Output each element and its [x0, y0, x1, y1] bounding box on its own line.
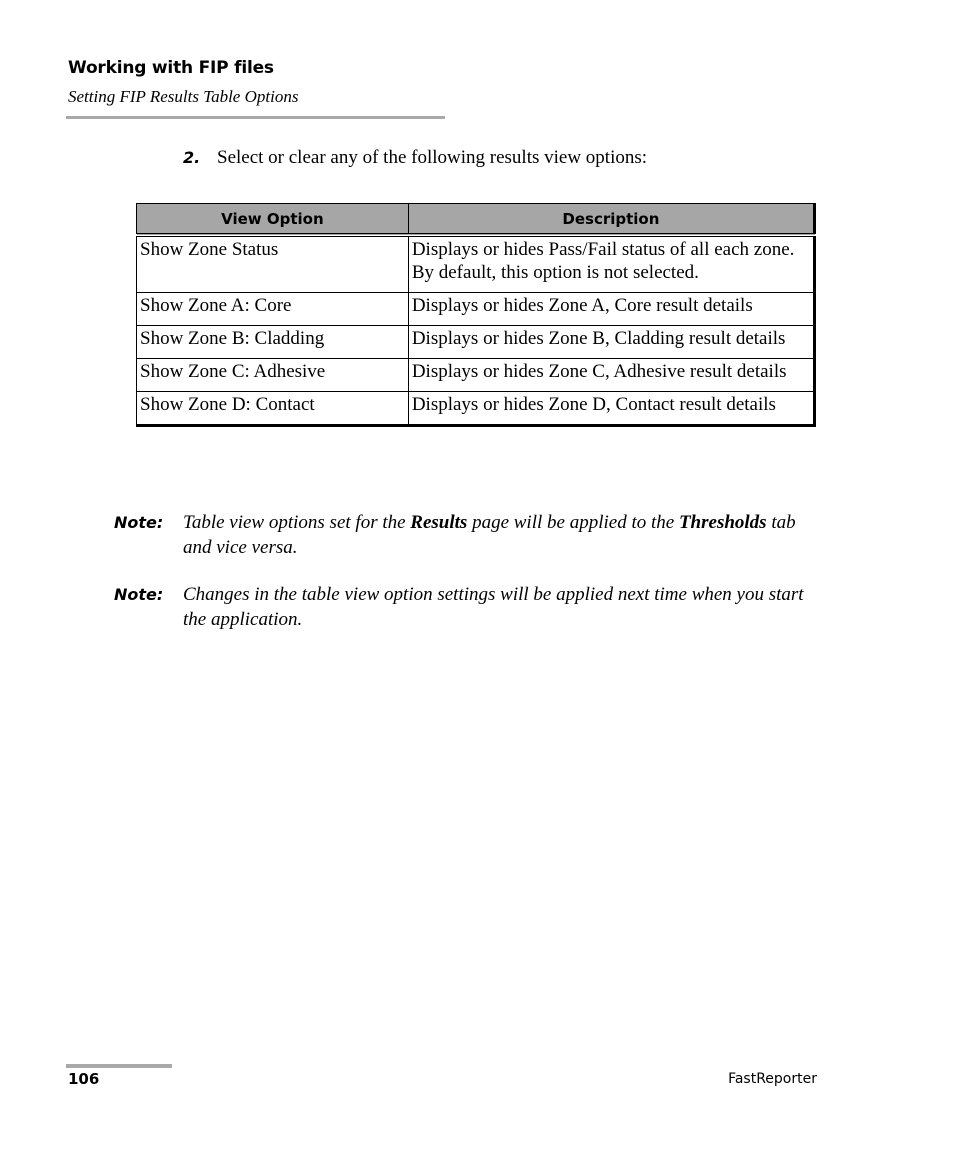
- note-label: Note:: [114, 585, 164, 604]
- view-option-cell: Show Zone C: Adhesive: [137, 359, 409, 392]
- view-options-table: [136, 203, 819, 427]
- description-cell: Displays or hides Zone D, Contact result details: [408, 392, 814, 426]
- description-cell: Displays or hides Pass/Fail status of all each zone. By default, this option is not selected.: [408, 235, 814, 293]
- note-restart: [114, 582, 814, 632]
- section-subtitle: Setting FIP Results Table Options: [68, 87, 299, 106]
- note-label: Note:: [114, 513, 164, 532]
- view-option-cell: Show Zone D: Contact: [137, 392, 409, 426]
- results-emphasis: Results: [410, 512, 468, 533]
- step-text: Select or clear any of the following results view options:: [217, 147, 648, 168]
- view-option-cell: Show Zone Status: [137, 235, 409, 293]
- view-option-cell: Show Zone A: Core: [137, 293, 409, 326]
- thresholds-emphasis: Thresholds: [678, 512, 767, 533]
- step-number: 2.: [183, 148, 201, 167]
- table-row: [137, 326, 815, 359]
- table-row: [137, 359, 815, 392]
- table-header-row: [137, 204, 815, 236]
- note-text: Table view options set for the Results page will be applied to the Thresholds tab and vice versa.: [183, 512, 796, 558]
- note-thresholds: [114, 510, 814, 560]
- footer-divider: [66, 1064, 172, 1068]
- step-instruction: [183, 147, 647, 169]
- note-text: Changes in the table view option settings will be applied next time when you start the application.: [183, 584, 804, 630]
- view-option-cell: Show Zone B: Cladding: [137, 326, 409, 359]
- column-header-view-option: View Option: [137, 204, 409, 236]
- header-divider: [66, 116, 445, 119]
- section-title: Working with FIP files: [68, 58, 274, 78]
- product-name: FastReporter: [728, 1071, 817, 1087]
- table-row: [137, 392, 815, 426]
- description-cell: Displays or hides Zone C, Adhesive result details: [408, 359, 814, 392]
- column-header-description: Description: [408, 204, 814, 236]
- description-cell: Displays or hides Zone A, Core result details: [408, 293, 814, 326]
- page-number: 106: [68, 1070, 100, 1088]
- table-row: [137, 293, 815, 326]
- description-cell: Displays or hides Zone B, Cladding result details: [408, 326, 814, 359]
- table-row: [137, 235, 815, 293]
